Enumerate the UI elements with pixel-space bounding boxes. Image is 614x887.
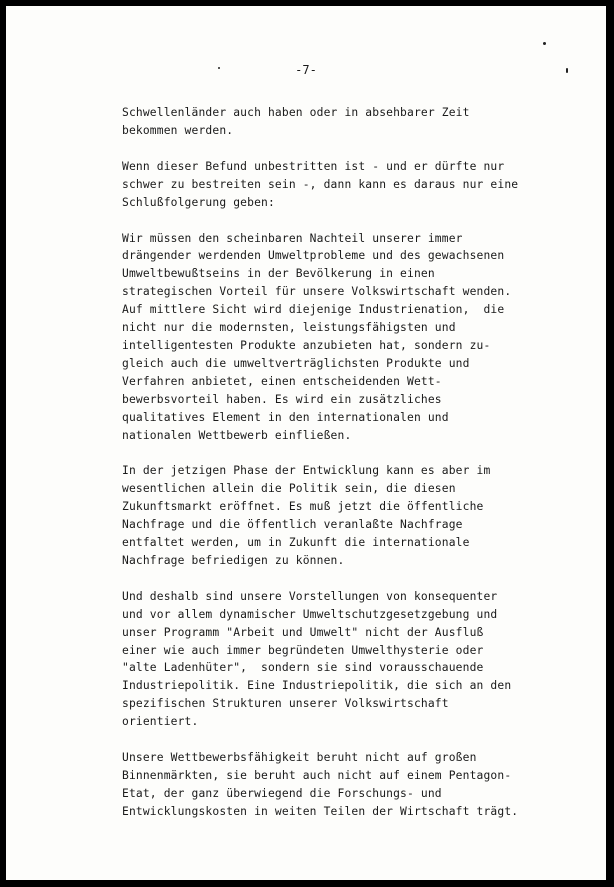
text-line: Binnenmärkten, sie beruht auch nicht auf einem Pentagon-: [122, 769, 512, 782]
text-line: spezifischen Strukturen unserer Volkswirtschaft: [122, 697, 449, 711]
paragraph: [122, 104, 562, 140]
text-line: entfaltet werden, um in Zukunft die internationale: [122, 536, 470, 550]
text-line: Entwicklungskosten in weiten Teilen der Wirtschaft trägt.: [122, 804, 519, 818]
paragraph: [122, 158, 562, 212]
text-line: Auf mittlere Sicht wird diejenige Industrienation, die: [122, 303, 505, 317]
text-line: Schwellenländer auch haben oder in absehbarer Zeit: [122, 106, 470, 119]
text-line: wesentlichen allein die Politik sein, die diesen: [122, 482, 456, 496]
text-line: Zukunftsmarkt eröffnet. Es muß jetzt die öffentliche: [122, 500, 484, 514]
text-line: Und deshalb sind unsere Vorstellungen von konsequenter: [122, 589, 498, 603]
text-line: In der jetzigen Phase der Entwicklung kann es aber im: [122, 464, 491, 478]
text-line: qualitatives Element in den internationalen und: [122, 410, 449, 424]
text-line: Verfahren anbietet, einen entscheidenden Wett-: [122, 374, 442, 388]
text-line: Unsere Wettbewerbsfähigkeit beruht nicht auf großen: [122, 751, 477, 765]
text-line: Wir müssen den scheinbaren Nachteil unserer immer: [122, 231, 463, 245]
text-line: drängender werdenden Umweltprobleme und des gewachsenen: [122, 249, 505, 263]
text-line: "alte Ladenhüter", sondern sie sind vorausschauende: [122, 661, 484, 675]
paragraph: [122, 749, 562, 821]
text-line: und vor allem dynamischer Umweltschutzgesetzgebung und: [122, 607, 498, 621]
text-line: intelligentesten Produkte anzubieten hat, sondern zu-: [122, 338, 491, 352]
text-line: nicht nur die modernsten, leistungsfähigsten und: [122, 321, 456, 335]
paragraph: [122, 230, 562, 445]
text-line: bewerbsvorteil haben. Es wird ein zusätzliches: [122, 392, 442, 406]
text-line: orientiert.: [122, 715, 199, 729]
text-line: bekommen werden.: [122, 123, 234, 137]
text-line: Industriepolitik. Eine Industriepolitik, die sich an den: [122, 679, 512, 693]
text-line: schwer zu bestreiten sein -, dann kann es daraus nur eine: [122, 177, 519, 191]
text-line: Schlußfolgerung geben:: [122, 195, 275, 209]
text-line: Etat, der ganz überwiegend die Forschungs- und: [122, 786, 442, 800]
body-text: [122, 104, 562, 839]
paragraph: [122, 588, 562, 731]
document-page: [6, 6, 606, 880]
paragraph: [122, 462, 562, 569]
text-line: Umweltbewußtseins in der Bevölkerung in einen: [122, 267, 435, 281]
page-number: -7-: [295, 63, 317, 77]
scan-speck: [543, 42, 546, 45]
text-line: einer wie auch immer begründeten Umwelthysterie oder: [122, 643, 484, 657]
text-line: nationalen Wettbewerb einfließen.: [122, 428, 352, 442]
text-line: gleich auch die umweltverträglichsten Produkte und: [122, 356, 470, 370]
text-line: unser Programm "Arbeit und Umwelt" nicht der Ausfluß: [122, 625, 484, 639]
text-line: Nachfrage und die öffentlich veranlaßte Nachfrage: [122, 518, 463, 532]
text-line: strategischen Vorteil für unsere Volkswirtschaft wenden.: [122, 285, 512, 299]
text-line: Wenn dieser Befund unbestritten ist - und er dürfte nur: [122, 159, 505, 173]
text-line: Nachfrage befriedigen zu können.: [122, 553, 345, 567]
